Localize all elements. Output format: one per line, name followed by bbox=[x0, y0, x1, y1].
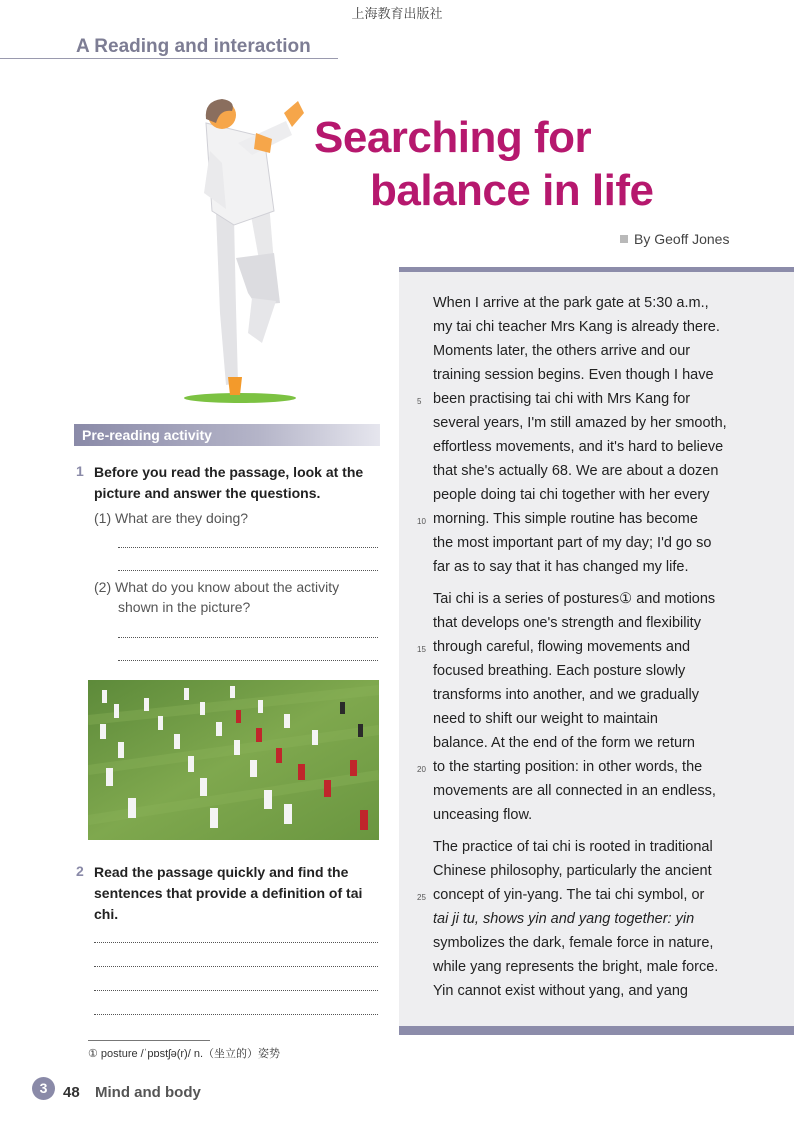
article-line: several years, I'm still amazed by her smooth, bbox=[433, 415, 727, 431]
article-line: Chinese philosophy, particularly the ancient bbox=[433, 863, 712, 879]
article-line: people doing tai chi together with her every bbox=[433, 487, 710, 503]
footnote: ① posture /ˈpɒstʃə(r)/ n.（坐立的）姿势 bbox=[88, 1048, 281, 1060]
article-line: balance. At the end of the form we return bbox=[433, 735, 695, 751]
publisher-header: 上海教育出版社 bbox=[351, 7, 443, 22]
answer-line[interactable] bbox=[94, 990, 378, 991]
article-title-line1: Searching for bbox=[314, 113, 592, 162]
question-2-line: Read the passage quickly and find the bbox=[94, 864, 349, 880]
article-line: When I arrive at the park gate at 5:30 a.m., bbox=[433, 295, 709, 311]
article-line: that she's actually 68. We are about a dozen bbox=[433, 463, 719, 479]
article-line: The practice of tai chi is rooted in traditional bbox=[433, 839, 713, 855]
byline-text: By Geoff Jones bbox=[634, 231, 730, 247]
article-line: that develops one's strength and flexibility bbox=[433, 615, 701, 631]
article-line: tai ji tu, shows yin and yang together: yin bbox=[433, 911, 695, 927]
question-1-sub-2-line: shown in the picture? bbox=[118, 599, 251, 615]
article-line: unceasing flow. bbox=[433, 807, 533, 823]
question-2-number: 2 bbox=[76, 863, 84, 879]
article-line: while yang represents the bright, male force. bbox=[433, 959, 719, 975]
question-1-line: picture and answer the questions. bbox=[94, 485, 321, 501]
article-line: Yin cannot exist without yang, and yang bbox=[433, 983, 688, 999]
article-line: the most important part of my day; I'd go so bbox=[433, 535, 712, 551]
answer-line[interactable] bbox=[118, 660, 378, 661]
article-line: been practising tai chi with Mrs Kang for bbox=[433, 391, 691, 407]
article-line: to the starting position: in other words, the bbox=[433, 759, 703, 775]
answer-line[interactable] bbox=[118, 570, 378, 571]
article-line: focused breathing. Each posture slowly bbox=[433, 663, 686, 679]
article-line: movements are all connected in an endless, bbox=[433, 783, 716, 799]
answer-line[interactable] bbox=[94, 942, 378, 943]
article-line: symbolizes the dark, female force in nature, bbox=[433, 935, 714, 951]
article-line: transforms into another, and we gradually bbox=[433, 687, 699, 703]
article-line: effortless movements, and it's hard to believe bbox=[433, 439, 724, 455]
article-line: my tai chi teacher Mrs Kang is already there. bbox=[433, 319, 720, 335]
unit-number-badge: 3 bbox=[32, 1077, 55, 1100]
article-line: training session begins. Even though I have bbox=[433, 367, 714, 383]
line-number: 15 bbox=[417, 645, 426, 654]
article-line: through careful, flowing movements and bbox=[433, 639, 691, 655]
article-line: Moments later, the others arrive and our bbox=[433, 343, 691, 359]
question-1-text bbox=[94, 462, 363, 504]
answer-line[interactable] bbox=[118, 547, 378, 548]
section-title: A Reading and interaction bbox=[76, 36, 311, 57]
line-number: 25 bbox=[417, 893, 426, 902]
line-number: 5 bbox=[417, 397, 422, 406]
question-1-line: Before you read the passage, look at the bbox=[94, 464, 364, 480]
article-title-line2: balance in life bbox=[370, 166, 654, 215]
question-2-line: sentences that provide a definition of tai bbox=[94, 885, 363, 901]
question-1-number: 1 bbox=[76, 463, 84, 479]
question-2-text bbox=[94, 862, 362, 925]
article-paragraph-1 bbox=[433, 291, 783, 579]
answer-line[interactable] bbox=[118, 637, 378, 638]
line-number: 20 bbox=[417, 765, 426, 774]
page-number: 48 bbox=[63, 1084, 80, 1101]
section-divider bbox=[0, 58, 338, 59]
article-line: far as to say that it has changed my life. bbox=[433, 559, 689, 575]
byline-square-icon bbox=[620, 235, 628, 243]
answer-line[interactable] bbox=[94, 966, 378, 967]
prereading-heading bbox=[74, 424, 380, 446]
prereading-label: Pre-reading activity bbox=[82, 427, 212, 443]
article-line: Tai chi is a series of postures① and motions bbox=[433, 591, 716, 607]
line-number: 10 bbox=[417, 517, 426, 526]
tai-chi-group-photo bbox=[88, 680, 379, 840]
article-line: morning. This simple routine has become bbox=[433, 511, 698, 527]
question-1-sub-1: (1) What are they doing? bbox=[94, 510, 249, 526]
article-line: concept of yin-yang. The tai chi symbol, or bbox=[433, 887, 705, 903]
byline bbox=[620, 231, 729, 247]
article-paragraph-3 bbox=[433, 835, 783, 1003]
article-line: need to shift our weight to maintain bbox=[433, 711, 658, 727]
tai-chi-figure-illustration bbox=[176, 93, 316, 409]
question-1-sub-2 bbox=[94, 577, 339, 617]
footnote-divider bbox=[88, 1040, 210, 1041]
question-2-line: chi. bbox=[94, 906, 119, 922]
answer-line[interactable] bbox=[94, 1014, 378, 1015]
article-paragraph-2 bbox=[433, 587, 783, 827]
question-1-sub-2-line: (2) What do you know about the activity bbox=[94, 579, 340, 595]
unit-title: Mind and body bbox=[95, 1084, 201, 1101]
